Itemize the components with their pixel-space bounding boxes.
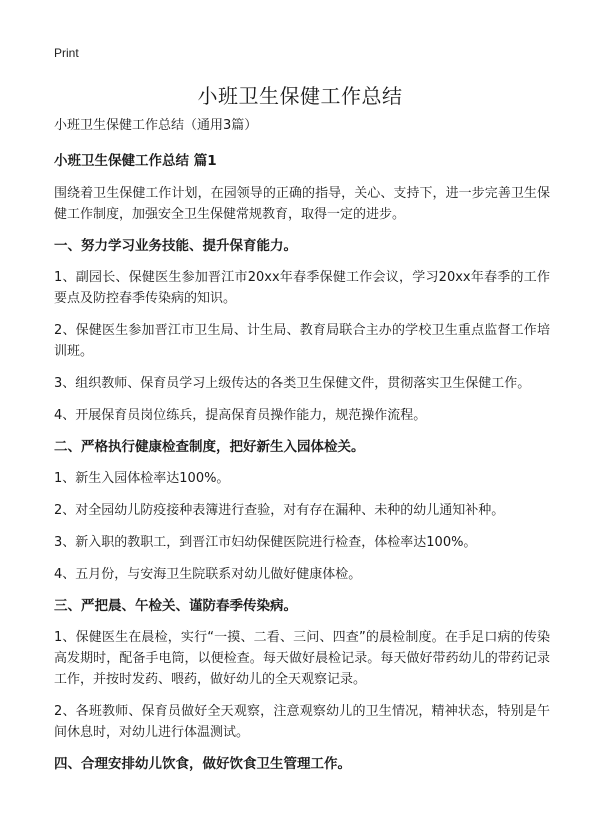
print-link[interactable]: Print: [54, 46, 79, 60]
document-body: [54, 116, 550, 785]
paragraph: 2、各班教师、保育员做好全天观察，注意观察幼儿的卫生情况，精神状态，特别是午间休息时，对幼儿进行体温测试。: [54, 704, 550, 740]
paragraph: 4、五月份，与安海卫生院联系对幼儿做好健康体检。: [54, 567, 362, 582]
intro-paragraph: 围绕着卫生保健工作计划，在园领导的正确的指导，关心、支持下，进一步完善卫生保健工作制度，加强安全卫生保健常规教育，取得一定的进步。: [54, 186, 550, 222]
heading-health-check: 二、严格执行健康检查制度，把好新生入园体检关。: [54, 439, 365, 455]
document-title: 小班卫生保健工作总结: [197, 84, 403, 108]
heading-study: 一、努力学习业务技能、提升保育能力。: [54, 238, 297, 254]
paragraph: 1、副园长、保健医生参加晋江市20xx年春季保健工作会议，学习20xx年春季的工作要点及防控春季传染病的知识。: [54, 270, 550, 306]
paragraph: 3、新入职的教职工，到晋江市妇幼保健医院进行检查，体检率达100%。: [54, 535, 477, 550]
paragraph: 1、新生入园体检率达100%。: [54, 471, 230, 486]
paragraph: 1、保健医生在晨检，实行“一摸、二看、三问、四查”的晨检制度。在手足口病的传染高发期时，配备手电筒，以便检查。每天做好晨检记录。每天做好带药幼儿的带药记录工作，并按时发药、喂药，做好幼儿的全天观察记录。: [54, 630, 550, 687]
paragraph: 2、对全园幼儿防疫接种表簿进行查验，对有存在漏种、未种的幼儿通知补种。: [54, 503, 505, 518]
paragraph: 4、开展保育员岗位练兵，提高保育员操作能力，规范操作流程。: [54, 408, 427, 423]
section-title: 小班卫生保健工作总结 篇1: [54, 153, 217, 169]
paragraph: 2、保健医生参加晋江市卫生局、计生局、教育局联合主办的学校卫生重点监督工作培训班。: [54, 323, 550, 359]
heading-diet: 四、合理安排幼儿饮食，做好饮食卫生管理工作。: [54, 756, 351, 772]
document-subtitle: 小班卫生保健工作总结（通用3篇）: [54, 118, 258, 133]
heading-morning-check: 三、严把晨、午检关、谨防春季传染病。: [54, 598, 297, 614]
paragraph: 3、组织教师、保育员学习上级传达的各类卫生保健文件，贯彻落实卫生保健工作。: [54, 376, 531, 391]
